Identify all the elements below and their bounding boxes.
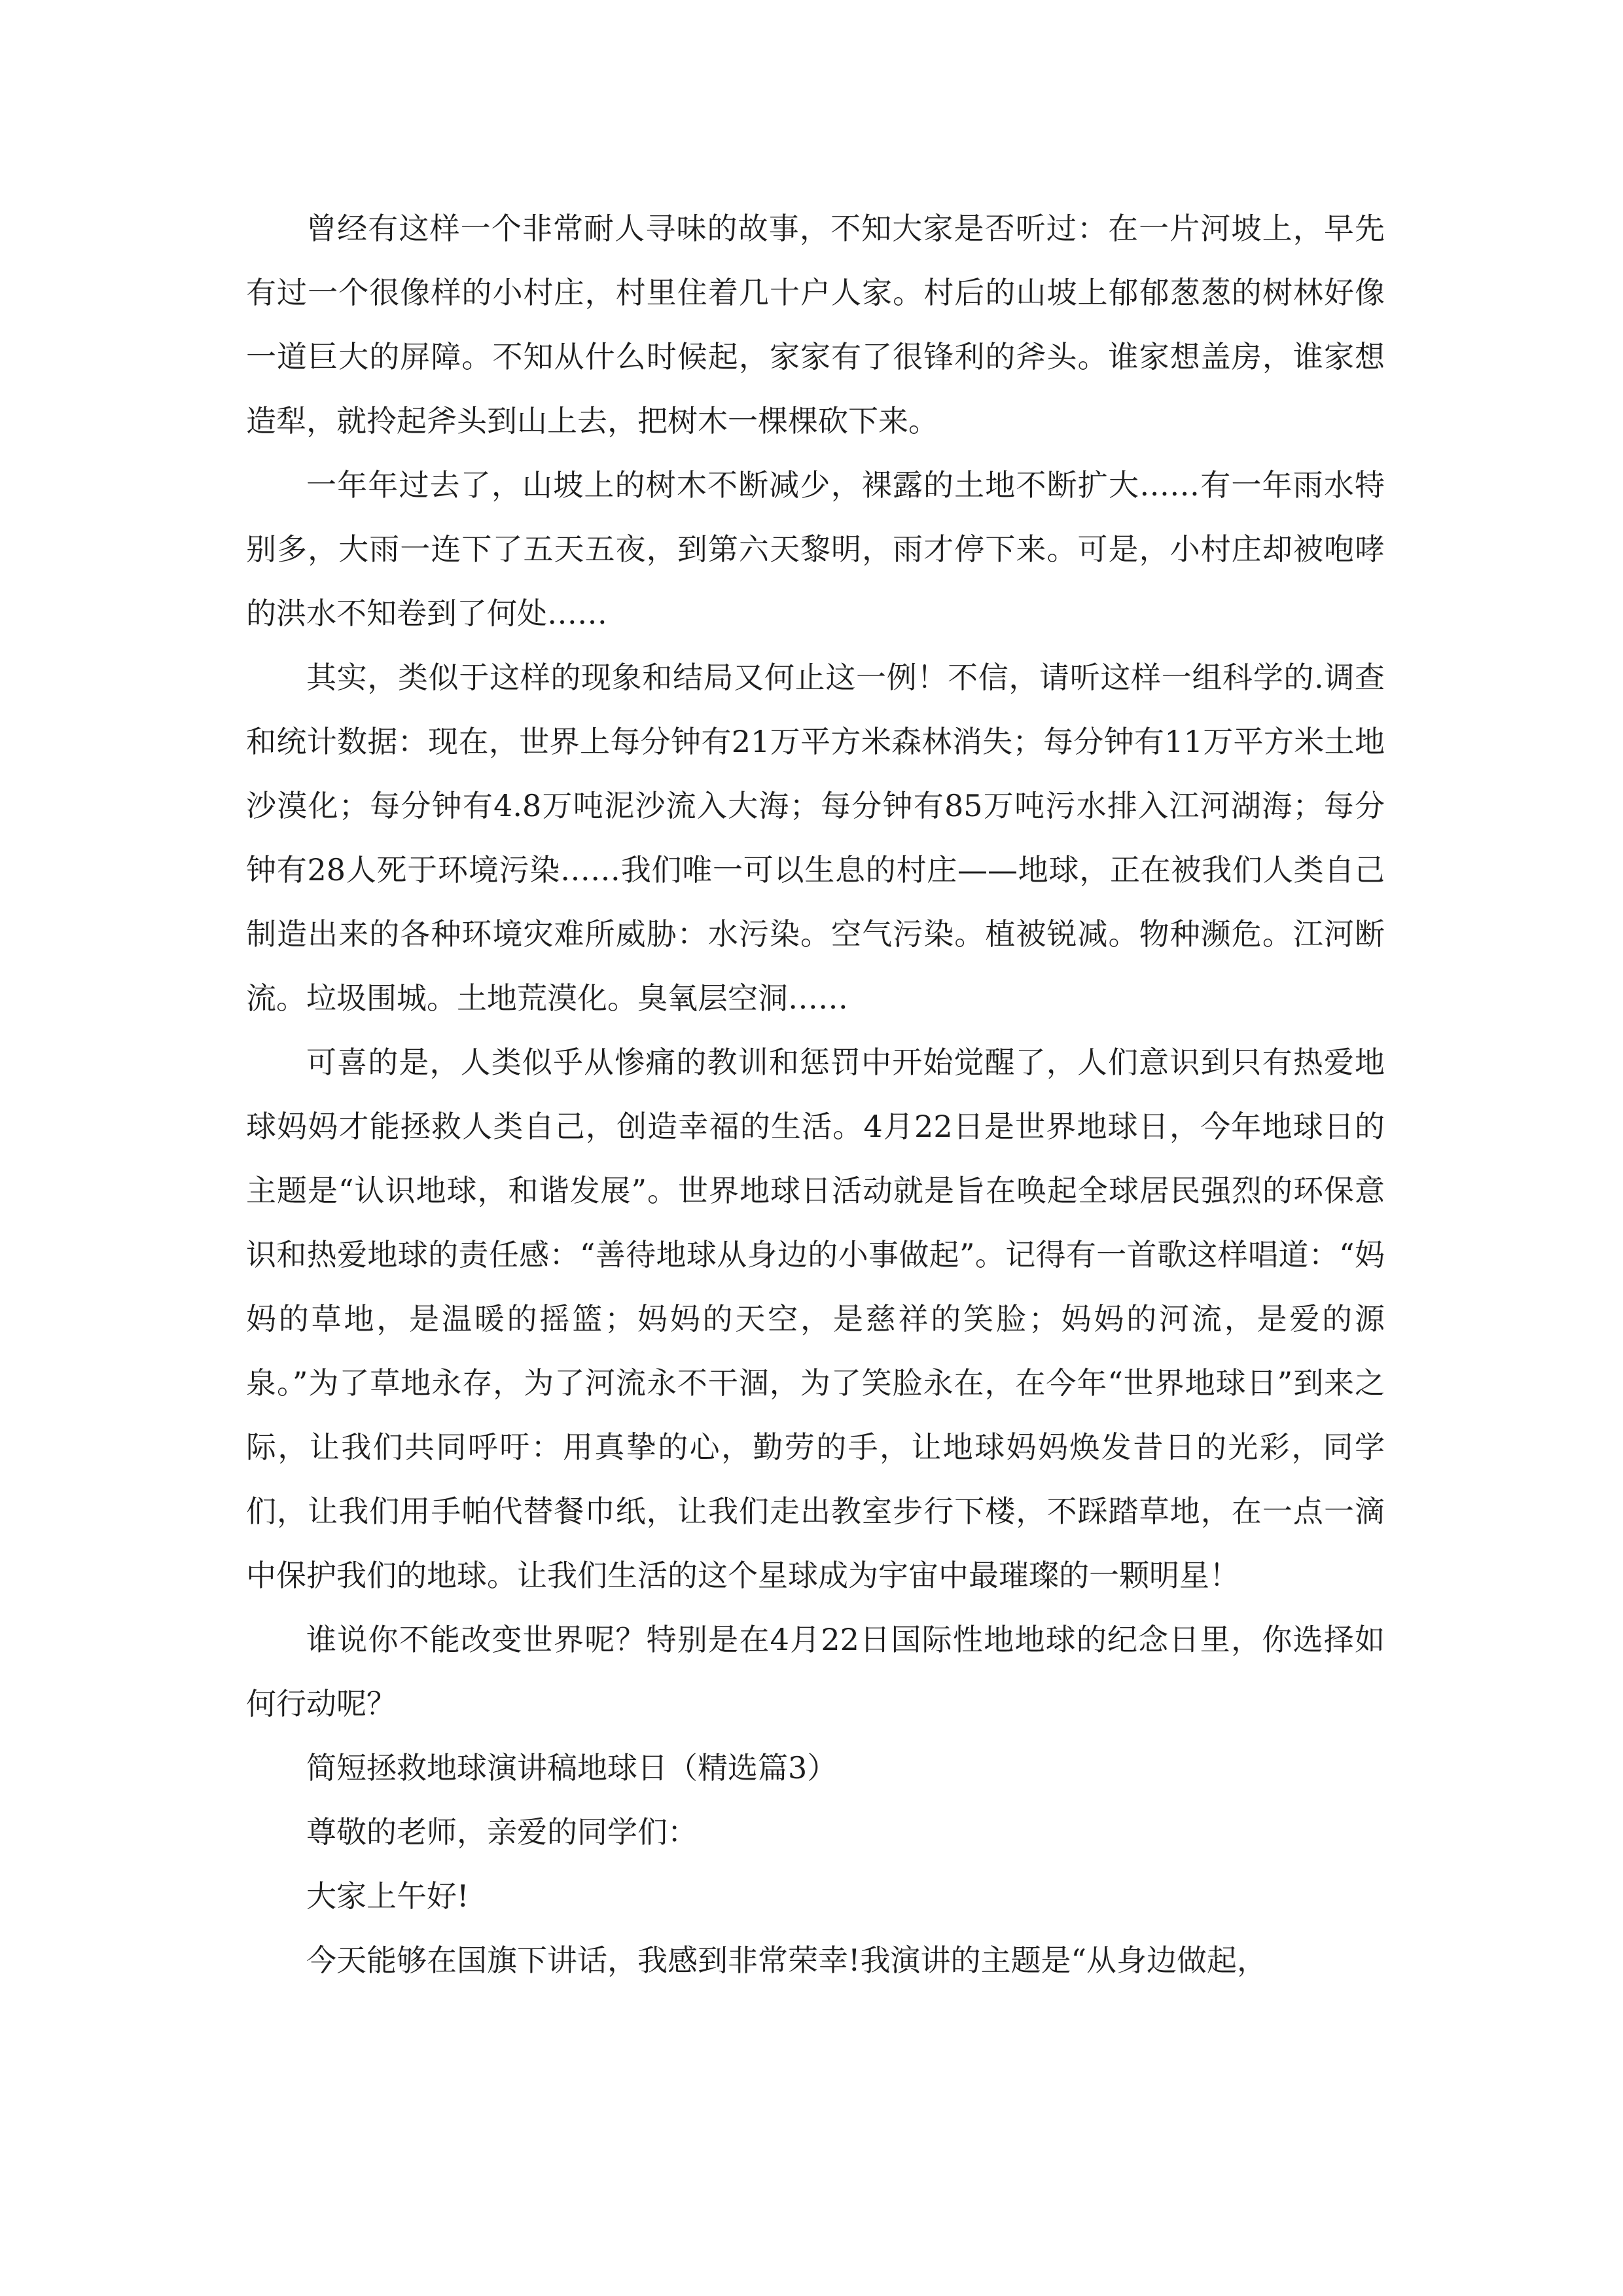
- paragraph-village-story: 曾经有这样一个非常耐人寻味的故事，不知大家是否听过：在一片河坡上，早先有过一个很像样的小村庄，村里住着几十户人家。村后的山坡上郁郁葱葱的树林好像一道巨大的屏障。不知从什么时候起，家家有了很锋利的斧头。谁家想盖房，谁家想造犁，就拎起斧头到山上去，把树木一棵棵砍下来。: [246, 211, 1385, 439]
- opening-line: 今天能够在国旗下讲话，我感到非常荣幸!我演讲的主题是“从身边做起，: [306, 1943, 1268, 1978]
- paragraph-statistics: 其实，类似于这样的现象和结局又何止这一例！不信，请听这样一组科学的.调查和统计数据：现在，世界上每分钟有21万平方米森林消失；每分钟有11万平方米土地沙漠化；每分钟有4.8万吨泥沙流入大海；每分钟有85万吨污水排入江河湖海；每分钟有28人死于环境污染……我们唯一可以生息的村庄——地球，正在被我们人类自己制造出来的各种环境灾难所威胁：水污染。空气污染。植被锐减。物种濒危。江河断流。垃圾围城。土地荒漠化。臭氧层空洞……: [246, 660, 1385, 1016]
- paragraph-flood: 一年年过去了，山坡上的树木不断减少，裸露的土地不断扩大……有一年雨水特别多，大雨一连下了五天五夜，到第六天黎明，雨才停下来。可是，小村庄却被咆哮的洪水不知卷到了何处……: [246, 467, 1385, 631]
- document-body: [246, 196, 1385, 1992]
- section-title: 简短拯救地球演讲稿地球日（精选篇3）: [306, 1750, 838, 1785]
- paragraph-earth-day: 可喜的是，人类似乎从惨痛的教训和惩罚中开始觉醒了，人们意识到只有热爱地球妈妈才能拯救人类自己，创造幸福的生活。4月22日是世界地球日，今年地球日的主题是“认识地球，和谐发展”。世界地球日活动就是旨在唤起全球居民强烈的环保意识和热爱地球的责任感：“善待地球从身边的小事做起”。记得有一首歌这样唱道：“妈妈的草地，是温暖的摇篮；妈妈的天空，是慈祥的笑脸；妈妈的河流，是爱的源泉。”为了草地永存，为了河流永不干涸，为了笑脸永在，在今年“世界地球日”到来之际，让我们共同呼吁：用真挚的心，勤劳的手，让地球妈妈焕发昔日的光彩，同学们，让我们用手帕代替餐巾纸，让我们走出教室步行下楼，不踩踏草地，在一点一滴中保护我们的地球。让我们生活的这个星球成为宇宙中最璀璨的一颗明星！: [246, 1045, 1385, 1593]
- greeting: 大家上午好!: [306, 1878, 469, 1914]
- paragraph-change-world: 谁说你不能改变世界呢？特别是在4月22日国际性地地球的纪念日里，你选择如何行动呢？: [246, 1622, 1385, 1721]
- salutation: 尊敬的老师，亲爱的同学们：: [306, 1814, 698, 1850]
